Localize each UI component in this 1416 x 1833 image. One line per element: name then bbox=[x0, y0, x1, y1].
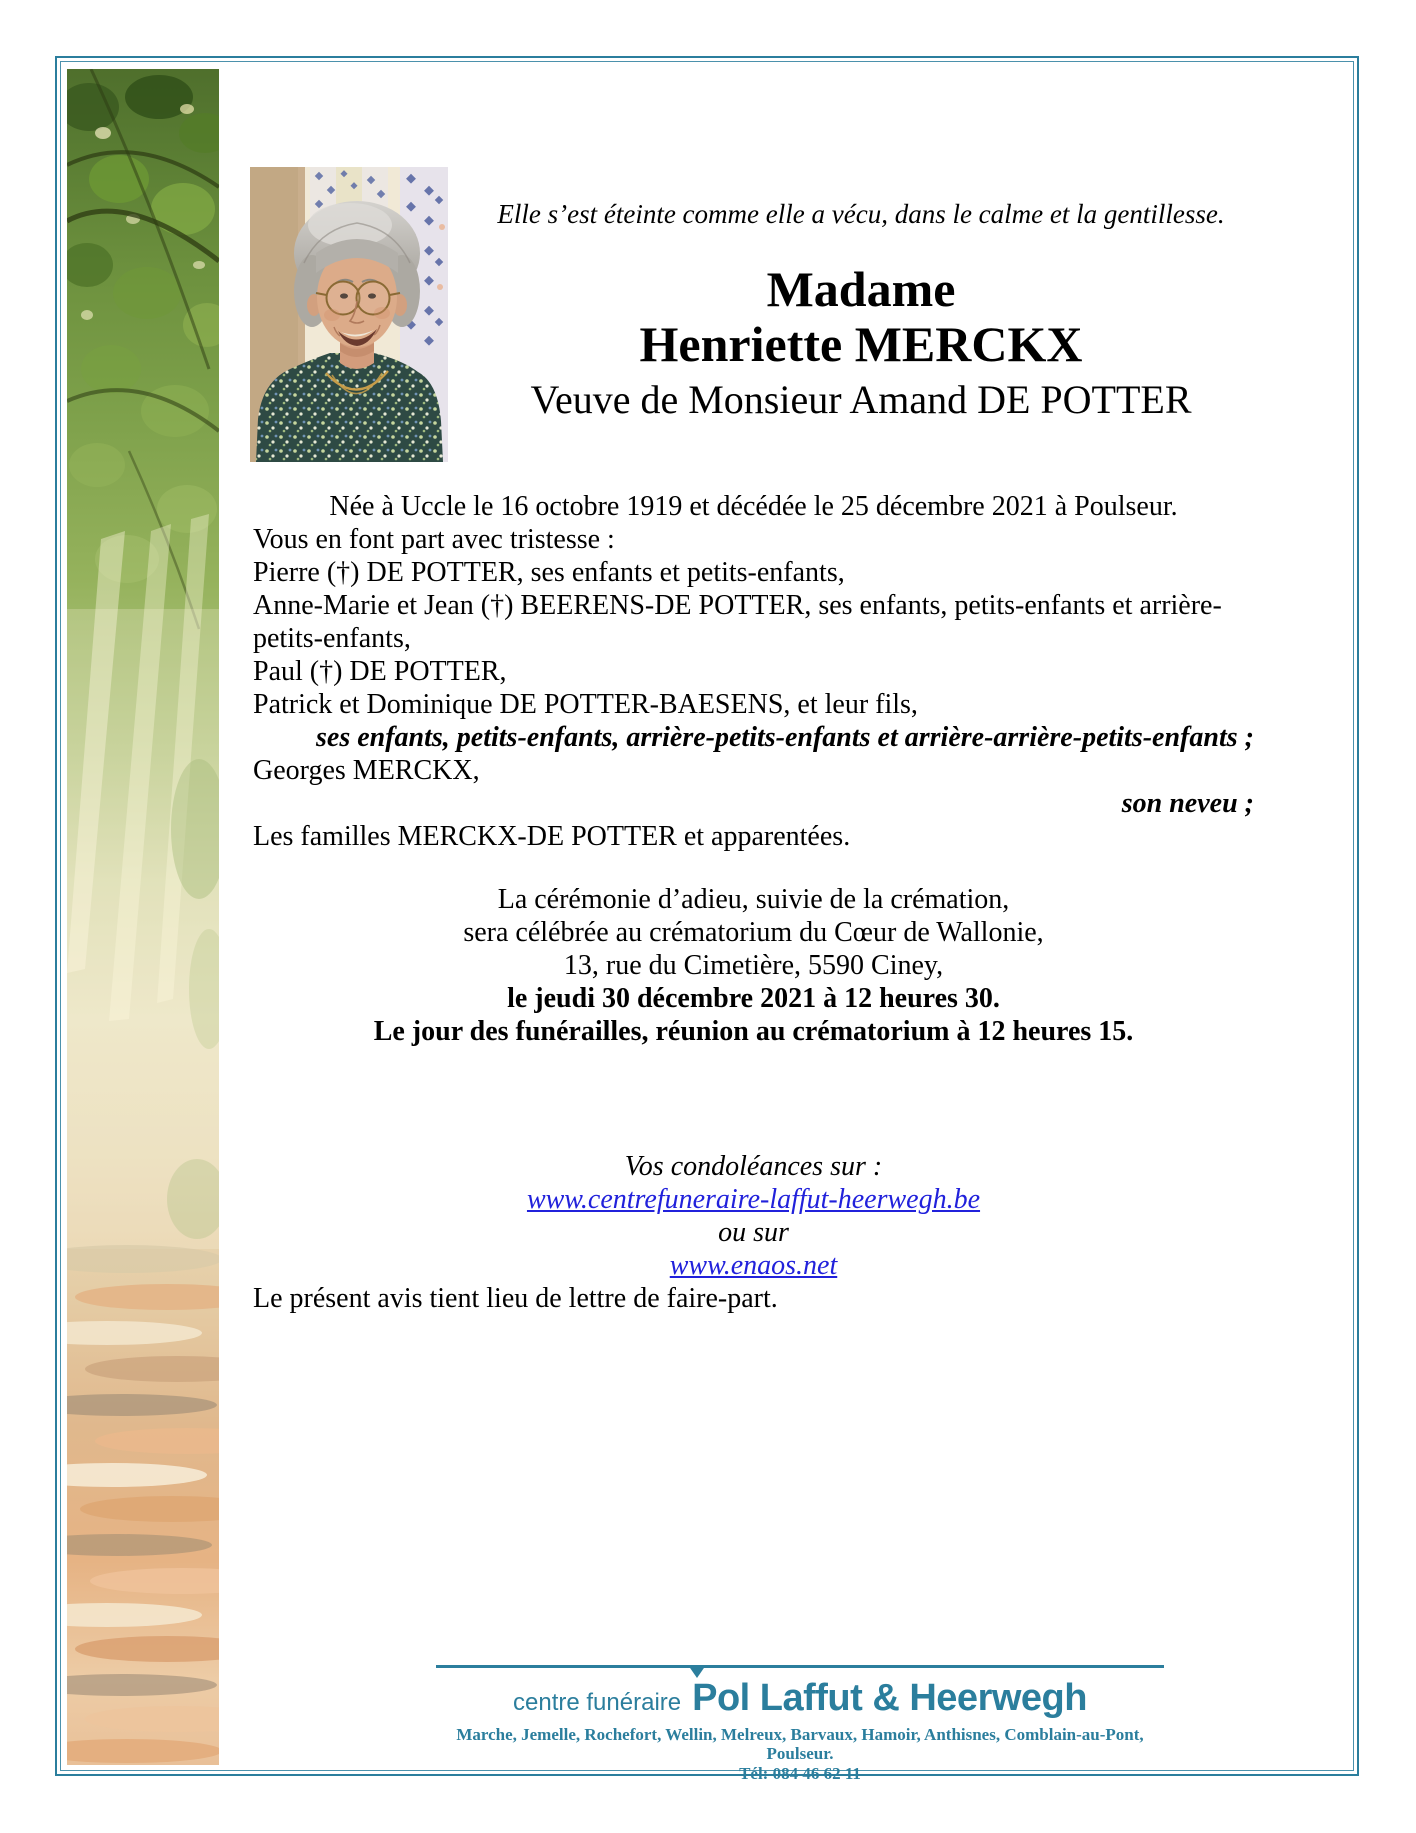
funeral-home-footer bbox=[430, 1665, 1170, 1784]
footer-divider bbox=[436, 1665, 1164, 1668]
header-block bbox=[455, 198, 1267, 422]
brand-name: Pol Laffut & Heerwegh bbox=[692, 1677, 1087, 1719]
triangle-marker-icon bbox=[688, 1665, 706, 1678]
condolences-or-text: ou sur bbox=[718, 1217, 789, 1248]
deceased-name: Henriette MERCKX bbox=[639, 316, 1083, 372]
families-line: Les familles MERCKX-DE POTTER et apparentées. bbox=[253, 821, 851, 852]
nature-sidebar-image bbox=[67, 69, 219, 1765]
condolences-block bbox=[253, 1150, 1254, 1282]
nephew-name: Georges MERCKX, bbox=[253, 755, 480, 786]
family-line: petits-enfants, bbox=[253, 623, 411, 654]
ceremony-block bbox=[253, 883, 1254, 1015]
family-line: Patrick et Dominique DE POTTER-BAESENS, et leur fils, bbox=[253, 689, 918, 720]
brand-prefix: centre funéraire bbox=[513, 1689, 682, 1716]
ceremony-line: sera célébrée au crématorium du Cœur de Wallonie, bbox=[463, 917, 1044, 948]
condolences-link-primary[interactable]: www.centrefuneraire-laffut-heerwegh.be bbox=[526, 1184, 981, 1215]
condolences-link-secondary[interactable]: www.enaos.net bbox=[669, 1250, 838, 1281]
footer-locations: Marche, Jemelle, Rochefort, Wellin, Melreux, Barvaux, Hamoir, Anthisnes, Comblain-au-Pont, Poulseur. bbox=[456, 1725, 1144, 1763]
portrait-photo bbox=[250, 167, 448, 462]
descendants-line: ses enfants, petits-enfants, arrière-petits-enfants et arrière-arrière-petits-enfants ; bbox=[316, 722, 1254, 753]
announcement-intro: Vous en font part avec tristesse : bbox=[253, 524, 615, 555]
family-line: Pierre (†) DE POTTER, ses enfants et petits-enfants, bbox=[253, 557, 845, 588]
nephew-role: son neveu ; bbox=[1121, 788, 1254, 819]
memorial-quote: Elle s’est éteinte comme elle a vécu, dans le calme et la gentillesse. bbox=[497, 199, 1225, 229]
reunion-line: Le jour des funérailles, réunion au crématorium à 12 heures 15. bbox=[373, 1016, 1134, 1047]
ceremony-line: La cérémonie d’adieu, suivie de la crémation, bbox=[497, 884, 1010, 915]
condolences-intro: Vos condoléances sur : bbox=[624, 1151, 883, 1182]
closing-line: Le présent avis tient lieu de lettre de faire-part. bbox=[253, 1283, 778, 1314]
family-line: Paul (†) DE POTTER, bbox=[253, 656, 507, 687]
family-line: Anne-Marie et Jean (†) BEERENS-DE POTTER, ses enfants, petits-enfants et arrière- bbox=[253, 590, 1222, 621]
funeral-home-logo bbox=[430, 1677, 1170, 1720]
widow-subtitle: Veuve de Monsieur Amand DE POTTER bbox=[530, 377, 1192, 422]
ceremony-date-line: le jeudi 30 décembre 2021 à 12 heures 30. bbox=[507, 983, 1000, 1014]
ceremony-line: 13, rue du Cimetière, 5590 Ciney, bbox=[563, 950, 944, 981]
title-madame: Madame bbox=[766, 261, 956, 317]
footer-phone: Tél: 084 46 62 11 bbox=[739, 1764, 861, 1783]
announcement-body bbox=[253, 490, 1254, 1315]
birth-death-line: Née à Uccle le 16 octobre 1919 et décédée le 25 décembre 2021 à Poulseur. bbox=[329, 491, 1178, 522]
